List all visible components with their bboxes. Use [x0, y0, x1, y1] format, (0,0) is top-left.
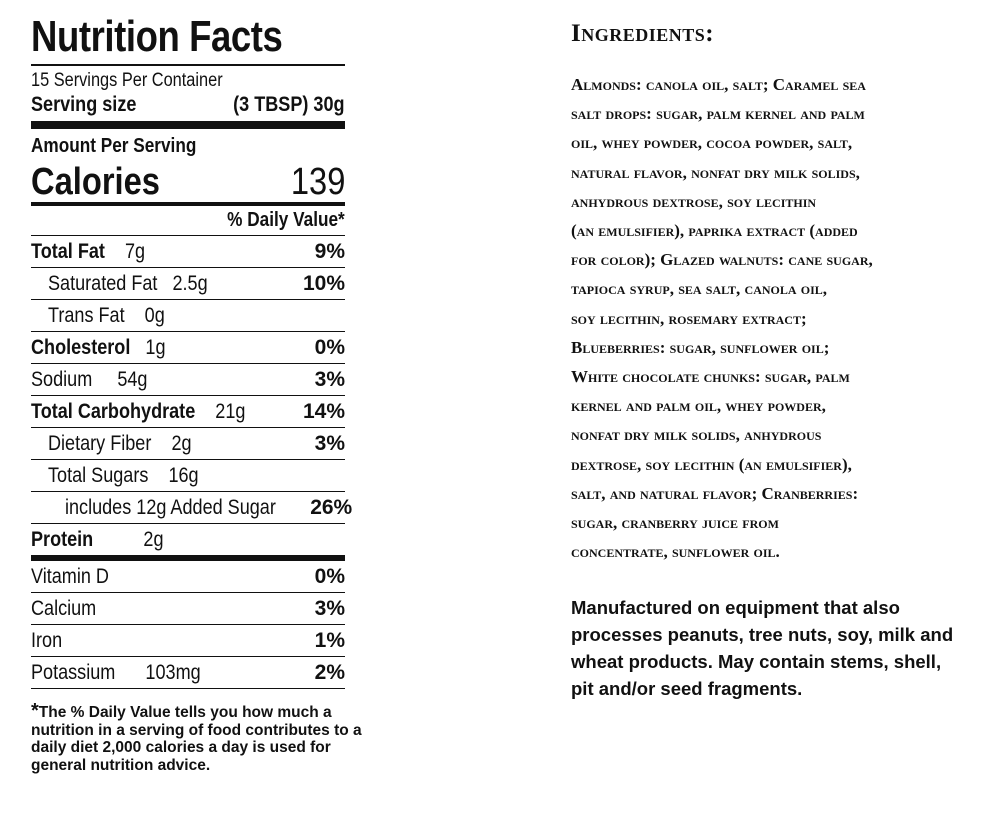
nutrient-name: Protein	[31, 527, 94, 551]
nutrient-amount: 21g	[215, 399, 246, 423]
divider	[31, 688, 345, 689]
amount-per-serving: Amount Per Serving	[31, 135, 197, 157]
nutrient-name: Vitamin D	[31, 564, 109, 588]
ingredients-line: soy lecithin, rosemary extract;	[571, 308, 807, 328]
allergen-line: wheat products. May contain stems, shell,	[571, 651, 942, 672]
nutrient-amount: 2g	[171, 431, 192, 455]
nutrient-row-sodium	[31, 363, 345, 395]
nutrient-name: Dietary Fiber	[48, 431, 152, 455]
nutrient-dv: 0%	[314, 335, 345, 359]
serving-size-label: Serving size	[31, 93, 137, 116]
nutrient-row-trans-fat	[31, 299, 345, 331]
nutrient-name: Calcium	[31, 596, 97, 620]
calories-row	[31, 158, 345, 202]
nutrient-amount: 1g	[145, 335, 166, 359]
ingredients-line: salt drops: sugar, palm kernel and palm	[571, 104, 865, 124]
footnote-star: *	[31, 700, 39, 722]
allergen-line: Manufactured on equipment that also	[571, 597, 900, 618]
nutrient-dv: 1%	[314, 628, 345, 652]
nutrient-dv: 3%	[314, 596, 345, 620]
divider	[31, 64, 345, 66]
calories-value: 139	[290, 161, 345, 203]
nutrient-amount: 2.5g	[172, 271, 208, 295]
nutrient-row-cholesterol	[31, 331, 345, 363]
footnote-text: The % Daily Value tells you how much a nutrition in a serving of food contributes to a daily diet 2,000 calories a day is used for general nutrition advice.	[31, 704, 362, 774]
nutrient-dv: 10%	[302, 271, 345, 295]
nutrient-dv: 14%	[302, 399, 345, 423]
nutrient-dv: 2%	[314, 660, 345, 684]
ingredients-line: Almonds: canola oil, salt; Caramel sea	[571, 75, 866, 94]
ingredients-line: sugar, cranberry juice from	[571, 513, 779, 533]
nutrient-row-protein	[31, 523, 345, 555]
nutrient-row-total-sugars	[31, 459, 345, 491]
nutrient-name: Sodium	[31, 367, 93, 391]
nutrient-dv: 0%	[314, 564, 345, 588]
nutrient-name: Potassium	[31, 660, 116, 684]
nutrient-amount: 16g	[168, 463, 199, 487]
ingredients-line: anhydrous dextrose, soy lecithin	[571, 191, 817, 211]
nutrient-amount: 7g	[124, 239, 146, 263]
ingredients-line: (an emulsifier), paprika extract (added	[571, 221, 858, 241]
ingredients-title: Ingredients:	[571, 20, 715, 47]
nutrient-dv: 3%	[314, 431, 345, 455]
nutrient-row-saturated-fat	[31, 267, 345, 299]
ingredients-line: Blueberries: sugar, sunflower oil;	[571, 337, 830, 357]
nutrient-row-added-sugar	[31, 491, 353, 523]
nutrient-amount: 103mg	[145, 660, 201, 684]
nutrient-name: Trans Fat	[48, 303, 125, 327]
calories-label: Calories	[31, 161, 160, 203]
ingredients-line: salt, and natural flavor; Cranberries:	[571, 483, 859, 503]
nutrient-amount: 54g	[117, 367, 148, 391]
nutrient-amount: 2g	[143, 527, 164, 551]
ingredients-line: for color); Glazed walnuts: cane sugar,	[571, 250, 873, 270]
ingredients-line: dextrose, soy lecithin (an emulsifier),	[571, 454, 852, 474]
nutrient-row-calcium	[31, 592, 345, 624]
allergen-line: pit and/or seed fragments.	[571, 678, 803, 699]
serving-size-row	[31, 91, 345, 121]
ingredients-list	[571, 70, 991, 566]
nutrient-row-total-fat	[31, 235, 345, 267]
daily-value-header: % Daily Value*	[227, 209, 345, 231]
nutrient-dv: 9%	[314, 239, 345, 263]
ingredients-line: concentrate, sunflower oil.	[571, 542, 780, 562]
servings-per-container: 15 Servings Per Container	[31, 70, 223, 91]
nutrient-name: Saturated Fat	[48, 271, 158, 295]
nutrient-amount: 0g	[144, 303, 165, 327]
allergen-statement	[571, 594, 991, 702]
nutrient-name: Total Fat	[31, 239, 105, 263]
ingredients-line: kernel and palm oil, whey powder,	[571, 396, 826, 416]
nutrition-facts-panel	[31, 10, 353, 689]
divider-thick	[31, 121, 345, 129]
nutrient-row-iron	[31, 624, 345, 656]
daily-value-footnote	[31, 700, 371, 774]
nutrient-row-total-carbohydrate	[31, 395, 345, 427]
nutrient-row-vitamin-d	[31, 561, 345, 592]
ingredients-line: nonfat dry milk solids, anhydrous	[571, 425, 822, 445]
nutrient-name: Cholesterol	[31, 335, 131, 359]
nutrient-row-dietary-fiber	[31, 427, 345, 459]
nutrient-dv: 3%	[314, 367, 345, 391]
ingredients-line: White chocolate chunks: sugar, palm	[571, 367, 850, 387]
nutrient-dv: 26%	[310, 495, 353, 519]
nutrition-title: Nutrition Facts	[31, 12, 283, 61]
ingredients-line: tapioca syrup, sea salt, canola oil,	[571, 279, 828, 299]
allergen-line: processes peanuts, tree nuts, soy, milk and	[571, 624, 954, 645]
nutrient-name: Iron	[31, 628, 63, 652]
ingredients-line: natural flavor, nonfat dry milk solids,	[571, 162, 860, 182]
nutrient-name: Total Sugars	[48, 463, 149, 487]
nutrient-name: Total Carbohydrate	[31, 399, 196, 423]
nutrient-name: includes 12g Added Sugar	[65, 495, 276, 519]
ingredients-line: oil, whey powder, cocoa powder, salt,	[571, 133, 853, 153]
serving-size-value: (3 TBSP) 30g	[233, 93, 345, 116]
nutrient-row-potassium	[31, 656, 345, 688]
